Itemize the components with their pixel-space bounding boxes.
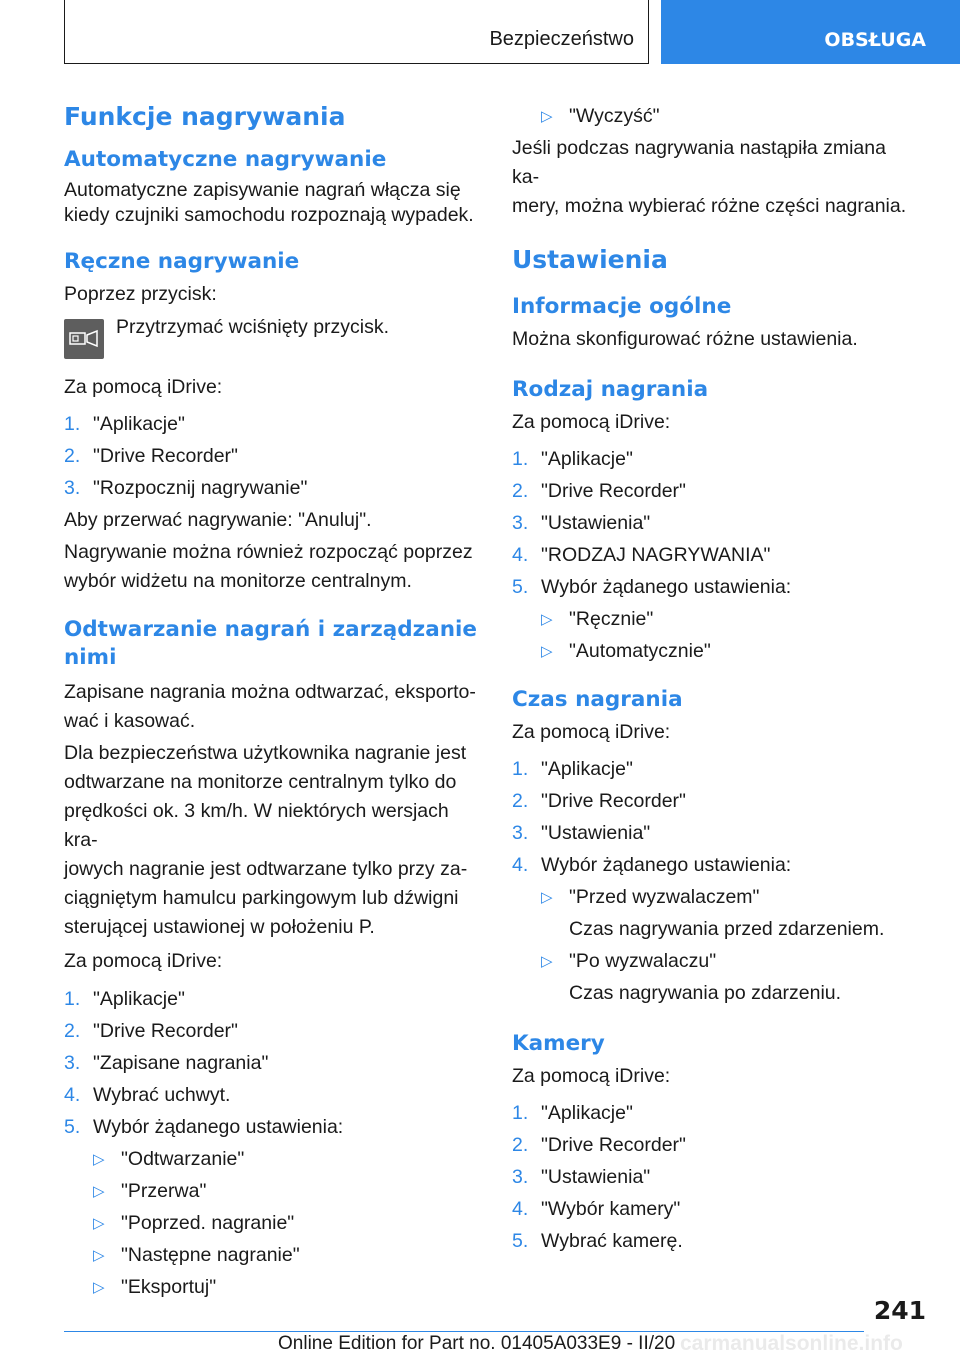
header-section-title: Bezpieczeństwo (489, 28, 634, 50)
option-item (64, 1273, 480, 1302)
step-number: 3. (512, 512, 529, 534)
list-item (512, 819, 912, 848)
options-list-type (512, 605, 912, 666)
heading-recording-time: Czas nagrania (512, 687, 683, 712)
option-item (512, 883, 912, 912)
option-item (64, 1177, 480, 1206)
list-item (512, 509, 912, 538)
option-item (64, 1241, 480, 1270)
heading-manual-recording: Ręczne nagrywanie (64, 249, 300, 274)
step-text: "Aplikacje" (541, 758, 633, 780)
left-column (64, 100, 480, 1302)
option-item (64, 1209, 480, 1238)
step-text: "Ustawienia" (541, 512, 651, 534)
page-number: 241 (873, 1296, 926, 1325)
triangle-right-icon: ▷ (93, 1215, 105, 1232)
triangle-right-icon: ▷ (541, 643, 553, 660)
options-list-playback (64, 1145, 480, 1302)
step-number: 2. (64, 1020, 81, 1042)
paragraph-line: prędkości ok. 3 km/h. W niektórych wersjach kra- (64, 800, 449, 851)
step-number: 1. (512, 448, 529, 470)
step-number: 4. (512, 544, 529, 566)
list-item (512, 1131, 912, 1160)
heading-playback-cont: nimi (64, 645, 117, 670)
header-chapter-title: OBSŁUGA (824, 29, 926, 51)
option-item (64, 1145, 480, 1174)
heading-recording-type: Rodzaj nagrania (512, 377, 709, 402)
list-item (512, 755, 912, 784)
step-number: 2. (512, 790, 529, 812)
paragraph-button: Poprzez przycisk: (64, 283, 217, 305)
camera-record-button-icon (64, 319, 104, 359)
list-item (512, 477, 912, 506)
list-item (512, 1195, 912, 1224)
list-item (512, 787, 912, 816)
list-item (64, 474, 480, 503)
steps-list-manual (64, 410, 480, 503)
section-title-recording: Funkcje nagrywania (64, 102, 346, 131)
step-number: 3. (512, 1166, 529, 1188)
list-item (512, 445, 912, 474)
paragraph-line: Dla bezpieczeństwa użytkownika nagranie jest (64, 742, 467, 764)
option-item (512, 947, 912, 976)
footer-edition: Online Edition for Part no. 01405A033E9 - II/20 (278, 1333, 676, 1354)
option-text: "Automatycznie" (569, 640, 711, 662)
step-text: "Aplikacje" (93, 413, 185, 435)
heading-general-info: Informacje ogólne (512, 294, 732, 319)
step-text: Wybór żądanego ustawienia: (93, 1116, 344, 1138)
triangle-right-icon: ▷ (541, 953, 553, 970)
list-item (64, 1081, 480, 1110)
paragraph-idrive: Za pomocą iDrive: (512, 721, 671, 743)
paragraph-line: odtwarzane na monitorze centralnym tylko do (64, 771, 457, 793)
option-text: "Odtwarzanie" (121, 1148, 245, 1170)
triangle-right-icon: ▷ (93, 1247, 105, 1264)
option-text: "Poprzed. nagranie" (121, 1212, 295, 1234)
step-text: "Aplikacje" (93, 988, 185, 1010)
step-text: Wybór żądanego ustawienia: (541, 576, 792, 598)
list-item (512, 1227, 912, 1256)
paragraph-general: Można skonfigurować różne ustawienia. (512, 328, 858, 350)
step-number: 5. (64, 1116, 81, 1138)
triangle-right-icon: ▷ (93, 1183, 105, 1200)
option-text: "Przerwa" (121, 1180, 207, 1202)
option-text: "Ręcznie" (569, 608, 654, 630)
steps-list-type (512, 445, 912, 602)
step-text: Wybrać uchwyt. (93, 1084, 231, 1106)
step-number: 1. (64, 988, 81, 1010)
paragraph-line: Jeśli podczas nagrywania nastąpiła zmiana ka- (512, 137, 886, 188)
paragraph-line: wybór widżetu na monitorze centralnym. (64, 570, 412, 592)
step-number: 3. (512, 822, 529, 844)
steps-list-cameras (512, 1099, 912, 1256)
section-title-settings: Ustawienia (512, 245, 668, 274)
option-item (512, 102, 912, 131)
step-number: 3. (64, 1052, 81, 1074)
paragraph-idrive: Za pomocą iDrive: (64, 950, 223, 972)
steps-list-time (512, 755, 912, 880)
triangle-right-icon: ▷ (541, 108, 553, 125)
paragraph-line: wać i kasować. (64, 710, 196, 732)
option-note: Czas nagrywania przed zdarzeniem. (569, 918, 885, 940)
step-number: 5. (512, 576, 529, 598)
step-text: "Ustawienia" (541, 822, 651, 844)
option-item (512, 637, 912, 666)
paragraph-idrive: Za pomocą iDrive: (512, 1065, 671, 1087)
paragraph-line: Nagrywanie można również rozpocząć poprzez (64, 541, 473, 563)
step-text: Wybór żądanego ustawienia: (541, 854, 792, 876)
triangle-right-icon: ▷ (541, 611, 553, 628)
paragraph-line: kiedy czujniki samochodu rozpoznają wypadek. (64, 204, 474, 226)
step-number: 2. (512, 480, 529, 502)
list-item (512, 573, 912, 602)
list-item (512, 1163, 912, 1192)
step-text: "RODZAJ NAGRYWANIA" (541, 544, 771, 566)
step-number: 1. (64, 413, 81, 435)
step-number: 5. (512, 1230, 529, 1252)
list-item (64, 1113, 480, 1142)
heading-auto-recording: Automatyczne nagrywanie (64, 147, 387, 172)
watermark: carmanualsonline.info (680, 1332, 903, 1355)
step-number: 4. (512, 1198, 529, 1220)
step-text: "Zapisane nagrania" (93, 1052, 269, 1074)
header-chapter-tab (661, 0, 960, 64)
list-item (512, 851, 912, 880)
options-list-time (512, 883, 912, 1008)
button-instruction-text: Przytrzymać wciśnięty przycisk. (116, 316, 390, 338)
step-number: 2. (64, 445, 81, 467)
heading-cameras: Kamery (512, 1031, 605, 1056)
step-number: 4. (512, 854, 529, 876)
paragraph-line: Automatyczne zapisywanie nagrań włącza się (64, 179, 461, 201)
paragraph-line: jowych nagranie jest odtwarzane tylko przy za- (64, 858, 468, 880)
paragraph-cancel: Aby przerwać nagrywanie: "Anuluj". (64, 509, 372, 531)
step-text: "Drive Recorder" (541, 790, 686, 812)
step-text: "Aplikacje" (541, 1102, 633, 1124)
option-item (512, 605, 912, 634)
button-instruction (64, 317, 480, 359)
triangle-right-icon: ▷ (93, 1151, 105, 1168)
step-text: "Aplikacje" (541, 448, 633, 470)
step-text: "Drive Recorder" (541, 1134, 686, 1156)
option-text: "Następne nagranie" (121, 1244, 300, 1266)
option-text: "Eksportuj" (121, 1276, 217, 1298)
step-number: 1. (512, 1102, 529, 1124)
step-text: "Wybór kamery" (541, 1198, 681, 1220)
heading-playback: Odtwarzanie nagrań i zarządzanie (64, 617, 477, 642)
steps-list-playback (64, 985, 480, 1142)
option-text: "Wyczyść" (569, 105, 660, 127)
step-number: 4. (64, 1084, 81, 1106)
step-number: 3. (64, 477, 81, 499)
list-item (64, 1017, 480, 1046)
step-text: "Drive Recorder" (93, 1020, 238, 1042)
triangle-right-icon: ▷ (541, 889, 553, 906)
step-number: 2. (512, 1134, 529, 1156)
step-text: "Ustawienia" (541, 1166, 651, 1188)
paragraph-idrive: Za pomocą iDrive: (512, 411, 671, 433)
list-item (64, 442, 480, 471)
triangle-right-icon: ▷ (93, 1279, 105, 1296)
right-column (512, 102, 912, 1256)
option-note: Czas nagrywania po zdarzeniu. (569, 982, 842, 1004)
paragraph-line: mery, można wybierać różne części nagrania. (512, 195, 907, 217)
list-item (64, 1049, 480, 1078)
paragraph-line: sterującej ustawionej w położeniu P. (64, 916, 375, 938)
header-section-tab (64, 0, 649, 64)
option-text: "Po wyzwalaczu" (569, 950, 717, 972)
step-number: 1. (512, 758, 529, 780)
paragraph-line: ciągniętym hamulcu parkingowym lub dźwigni (64, 887, 459, 909)
option-text: "Przed wyzwalaczem" (569, 886, 760, 908)
list-item (64, 985, 480, 1014)
list-item (512, 1099, 912, 1128)
paragraph-line: Zapisane nagrania można odtwarzać, eksporto- (64, 681, 476, 703)
step-text: "Rozpocznij nagrywanie" (93, 477, 308, 499)
step-text: "Drive Recorder" (93, 445, 238, 467)
step-text: "Drive Recorder" (541, 480, 686, 502)
list-item (512, 541, 912, 570)
list-item (64, 410, 480, 439)
paragraph-idrive: Za pomocą iDrive: (64, 376, 223, 398)
step-text: Wybrać kamerę. (541, 1230, 683, 1252)
